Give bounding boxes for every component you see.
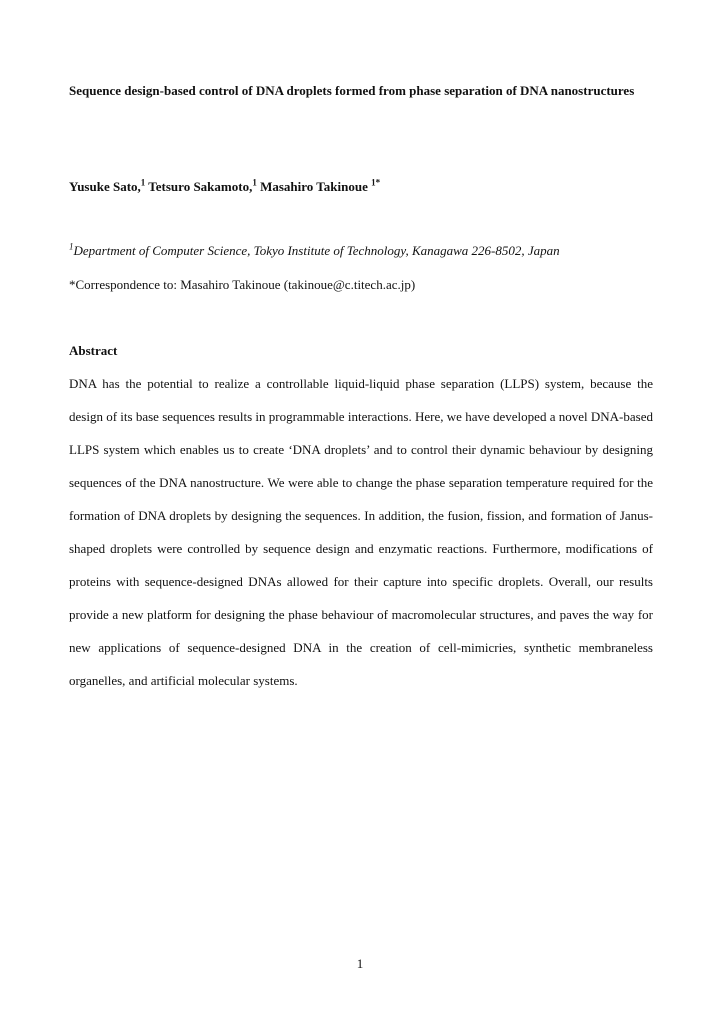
- author-name: Tetsuro Sakamoto,: [148, 179, 253, 194]
- author-name: Masahiro Takinoue: [260, 179, 368, 194]
- author-affiliation-mark: 1*: [371, 177, 381, 188]
- author-list: [69, 172, 653, 202]
- affiliation-text: Department of Computer Science, Tokyo Institute of Technology, Kanagawa 226-8502, Japan: [73, 243, 560, 258]
- author-affiliation-mark: 1: [140, 177, 146, 188]
- author-name: Yusuke Sato,: [69, 179, 141, 194]
- abstract-text: DNA has the potential to realize a controllable liquid-liquid phase separation (LLPS) system, because the design of its base sequences results in programmable interactions. Here, we have developed a novel DNA-based LLPS system which enables us to create ‘DNA droplets’ and to control their dynamic behaviour by designing sequences of the DNA nanostructure. We were able to change the phase separation temperature required for the formation of DNA droplets by designing the sequences. In addition, the fusion, fission, and formation of Janus-shaped droplets were controlled by sequence design and enzymatic reactions. Furthermore, modifications of proteins with sequence-designed DNAs allowed for their capture into specific droplets. Overall, our results provide a new platform for designing the phase behaviour of macromolecular structures, and paves the way for new applications of sequence-designed DNA in the creation of cell-mimicries, synthetic membraneless organelles, and artificial molecular systems.: [69, 376, 653, 688]
- abstract-heading: Abstract: [69, 343, 118, 358]
- page-number: 1: [356, 956, 364, 971]
- affiliation-mark: 1: [69, 241, 74, 252]
- author-affiliation-mark: 1: [252, 177, 257, 188]
- affiliation: [69, 236, 653, 266]
- correspondence: *Correspondence to: Masahiro Takinoue (takinoue@c.titech.ac.jp): [69, 277, 416, 292]
- paper-title: Sequence design-based control of DNA droplets formed from phase separation of DNA nanostructures: [69, 83, 635, 98]
